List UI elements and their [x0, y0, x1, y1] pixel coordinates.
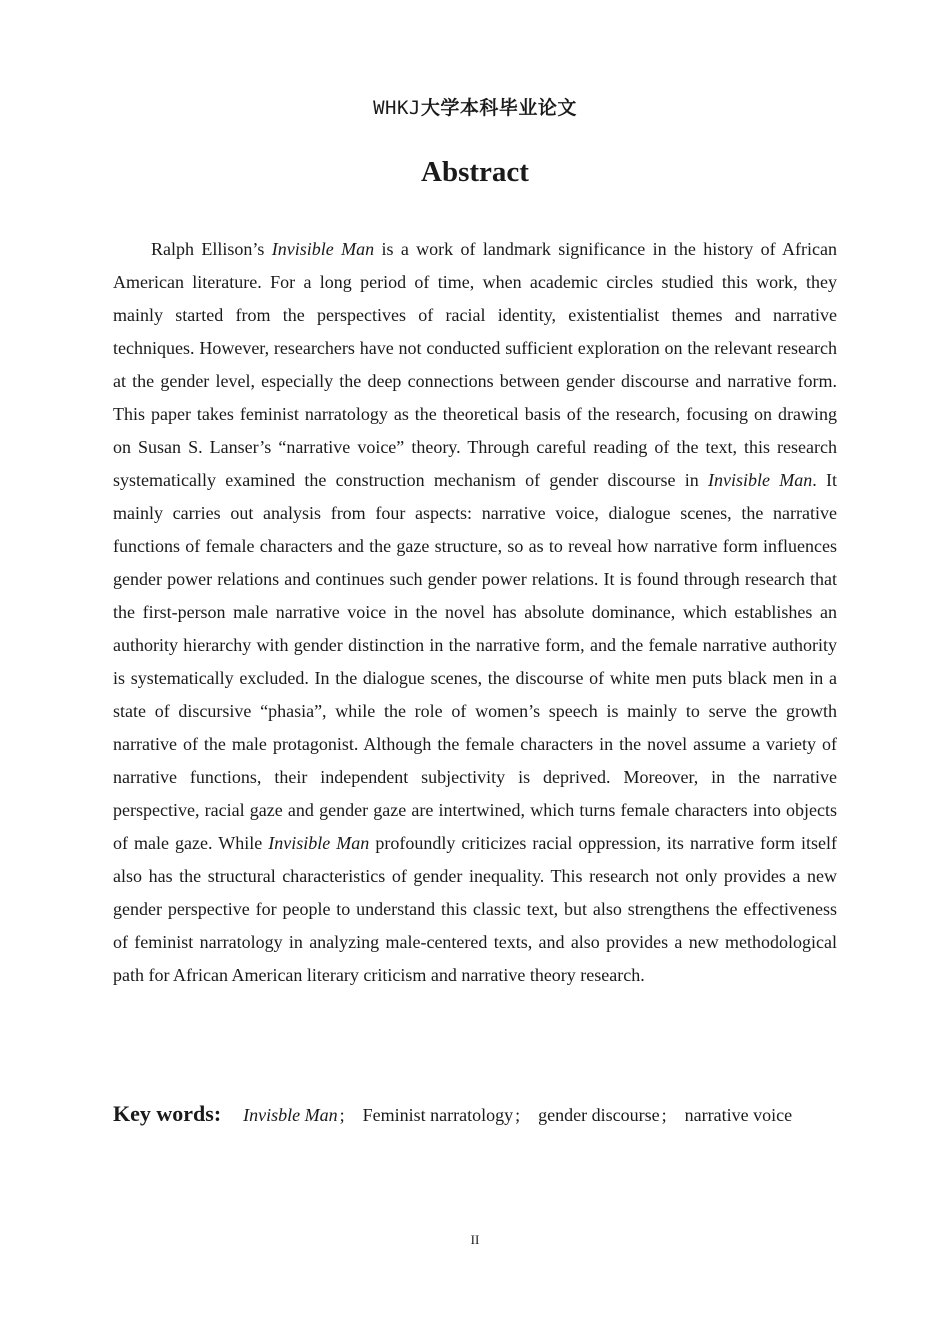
keywords-line: [113, 1097, 873, 1132]
abstract-segment: profoundly criticizes racial oppression, its narrative form itself also has the structural characteristics of gender inequality. This research not only provides a new gender perspective for people to understand this classic text, but also strengthens the effectiveness of feminist narratology in analyzing male-centered texts, and also provides a new methodological path for African American literary criticism and narrative theory research.: [113, 833, 838, 985]
abstract-paragraph: [113, 233, 837, 992]
abstract-segment: Ralph Ellison’s: [151, 239, 272, 259]
header-university-code: WHKJ: [373, 97, 421, 119]
page-header: [0, 93, 950, 123]
keyword-separator: ;: [339, 1105, 345, 1125]
keyword-item: narrative voice: [684, 1105, 793, 1125]
keyword-item: Feminist narratology: [362, 1105, 514, 1125]
abstract-segment: is a work of landmark significance in the history of African American literature. For a long period of time, when academic circles studied this work, they mainly started from the perspectives of racial identity, existentialist themes and narrative techniques. However, researchers have not conducted sufficient exploration on the relevant research at the gender level, especially the deep connections between gender discourse and narrative form. This paper takes feminist narratology as the theoretical basis of the research, focusing on drawing on Susan S. Lanser’s “narrative voice” theory. Through careful reading of the text, this research systematically examined the construction mechanism of gender discourse in: [113, 239, 837, 490]
abstract-segment-italic: Invisible Man: [708, 470, 813, 490]
page-number: II: [470, 1232, 480, 1247]
abstract-segment-italic: Invisible Man: [268, 833, 370, 853]
keywords-label: Key words:: [113, 1101, 222, 1126]
abstract-title: Abstract: [421, 156, 529, 188]
abstract-segment-italic: Invisible Man: [271, 239, 375, 259]
keyword-separator: ;: [515, 1105, 521, 1125]
keyword-item: Invisble Man: [243, 1105, 338, 1125]
keyword-item: gender discourse: [538, 1105, 660, 1125]
abstract-segment: . It mainly carries out analysis from four aspects: narrative voice, dialogue scenes, the narrative functions of female characters and the gaze structure, so as to reveal how narrative form influences gender power relations and continues such gender power relations. It is found through research that the first-person male narrative voice in the novel has absolute dominance, which establishes an authority hierarchy with gender distinction in the narrative form, and the female narrative authority is systematically excluded. In the dialogue scenes, the discourse of white men puts black men in a state of discursive “phasia”, while the role of women’s speech is mainly to serve the growth narrative of the male protagonist. Although the female characters in the novel assume a variety of narrative functions, their independent subjectivity is deprived. Moreover, in the narrative perspective, racial gaze and gender gaze are intertwined, which turns female characters into objects of male gaze. While: [113, 470, 837, 853]
keyword-separator: ;: [661, 1105, 667, 1125]
header-thesis-title: 大学本科毕业论文: [420, 97, 577, 119]
